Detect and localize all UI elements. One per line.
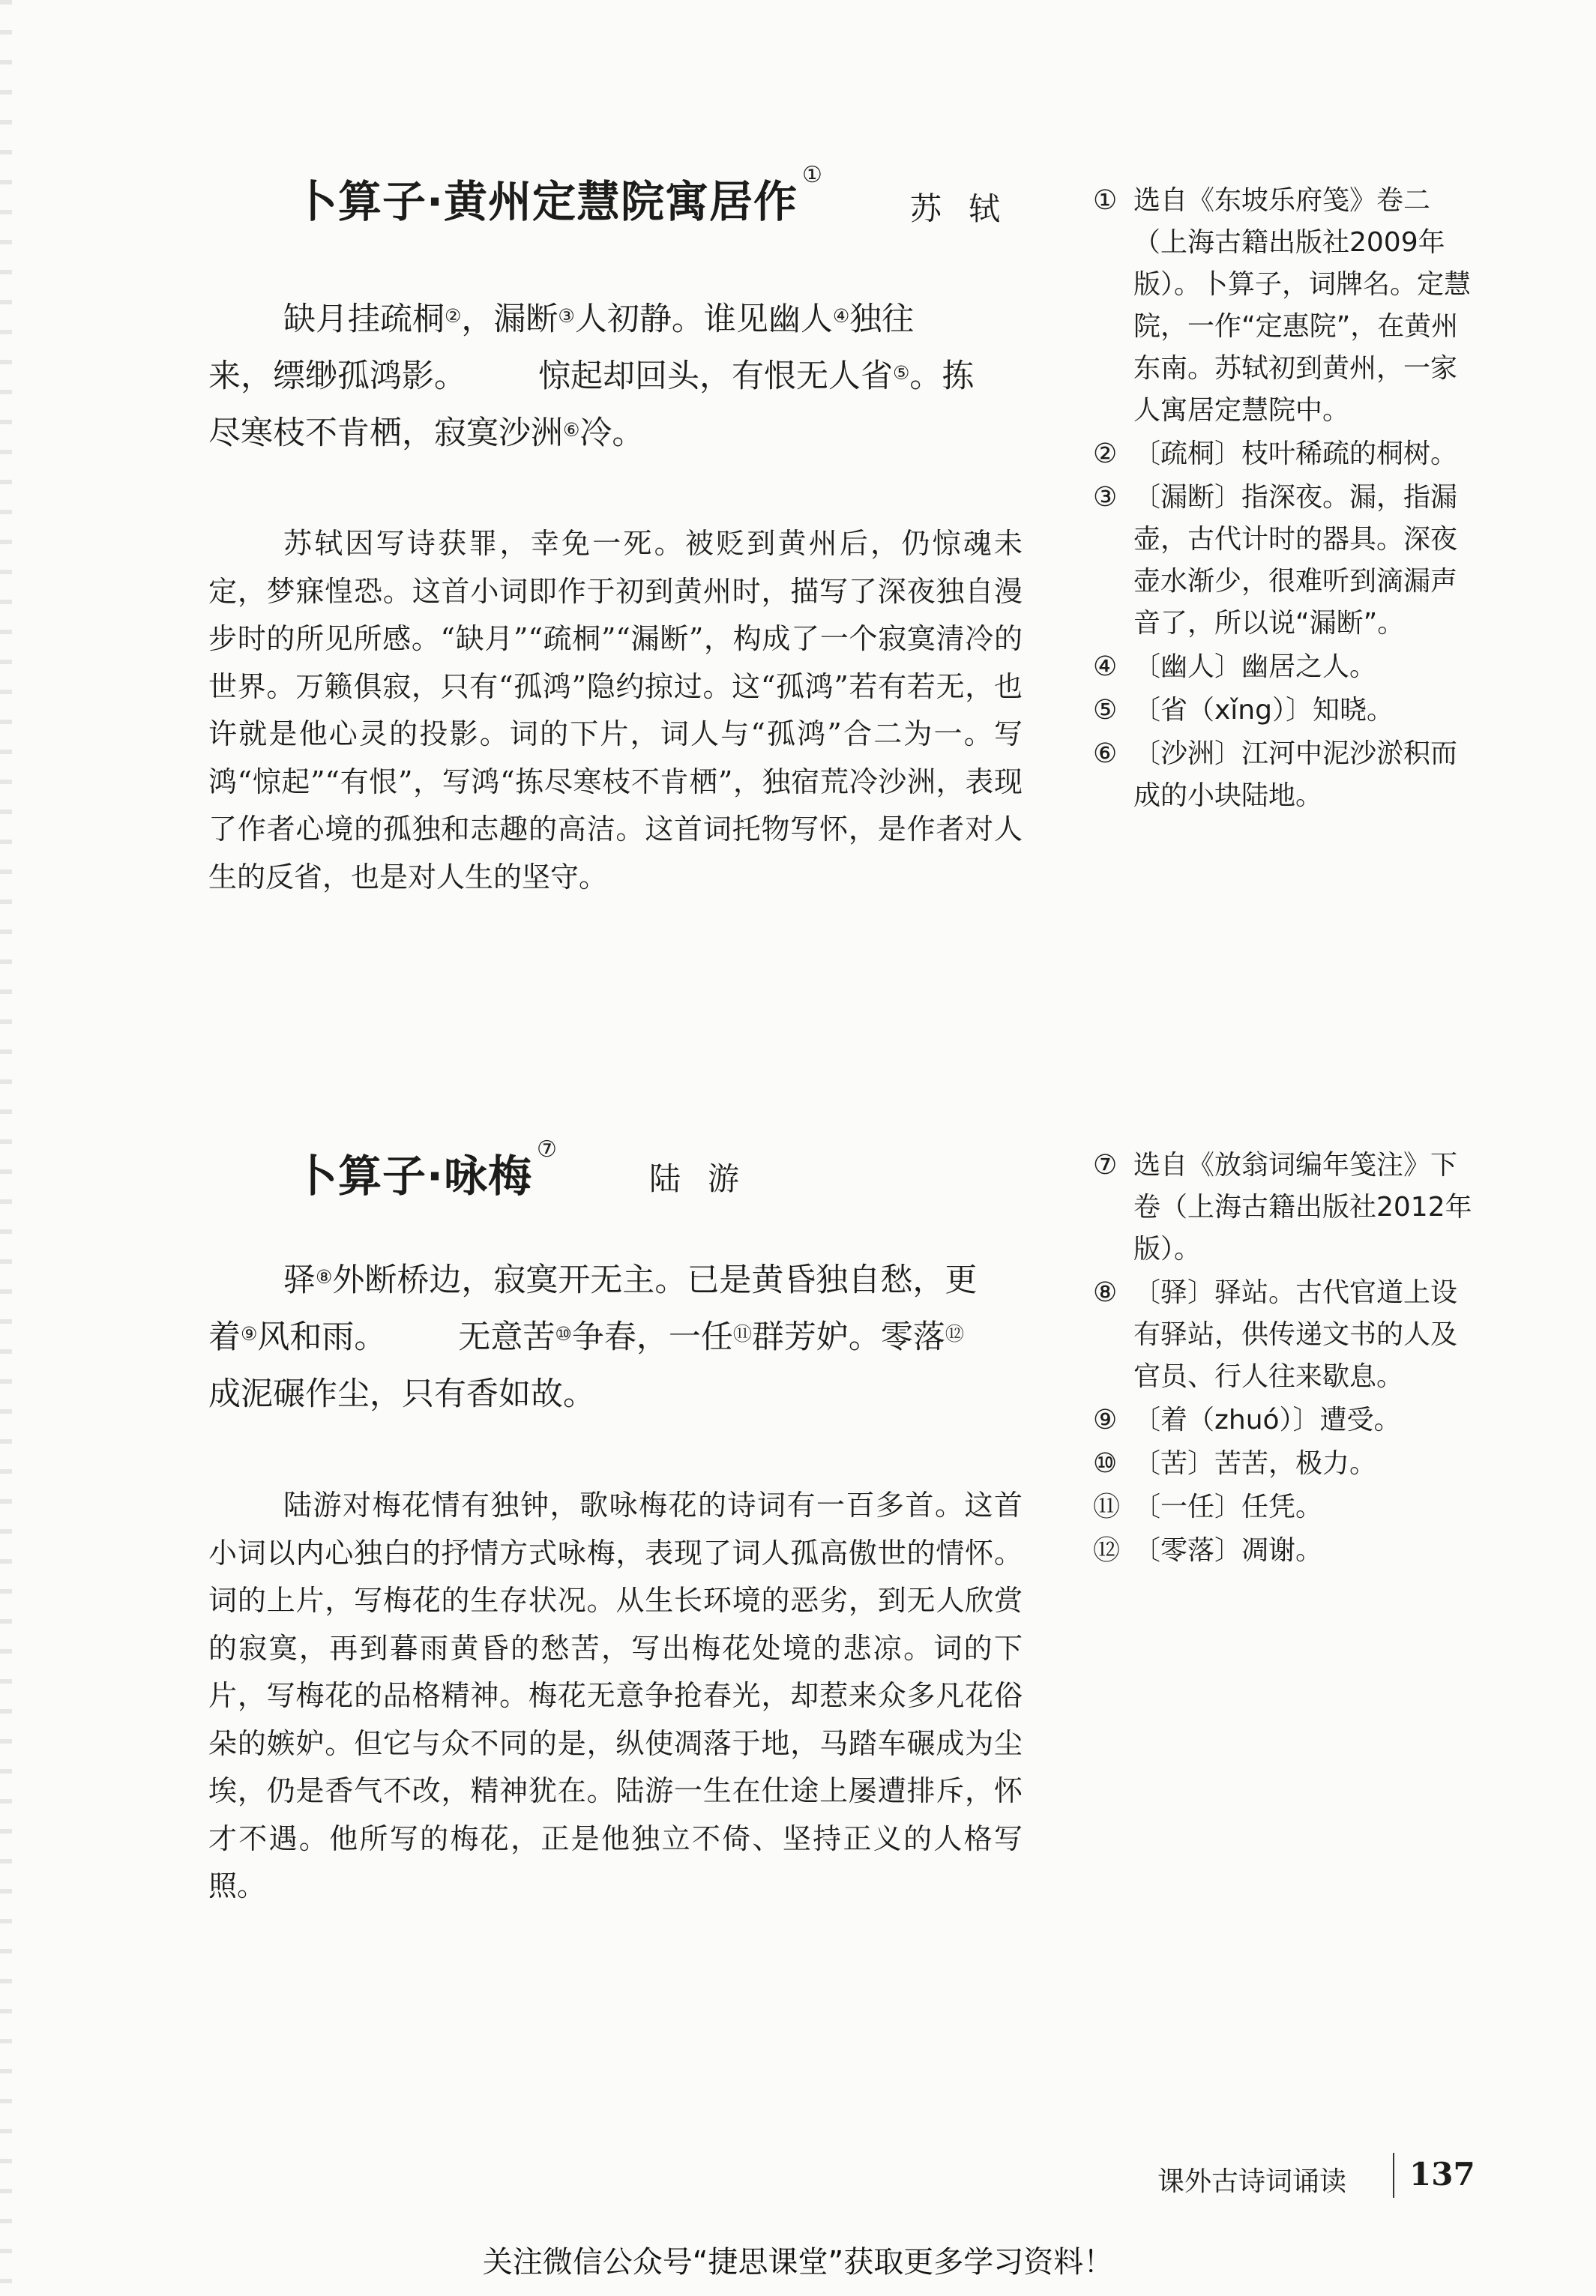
footnote-mark[interactable]: ⑨ [241, 1323, 258, 1345]
note-number: ⑧ [1093, 1277, 1118, 1308]
footnote-mark[interactable]: ⑩ [555, 1323, 572, 1345]
note-text: 〔驿〕驿站。古代官道上设有驿站，供传递文书的人及官员、行人往来歇息。 [1133, 1277, 1458, 1392]
note-text: 〔一任〕任凭。 [1133, 1492, 1323, 1522]
poem1-commentary: 苏轼因写诗获罪，幸免一死。被贬到黄州后，仍惊魂未定，梦寐惶恐。这首小词即作于初到黄州时，描写了深夜独自漫步时的所见所感。“缺月”“疏桐”“漏断”，构成了一个寂寞清冷的世界。万籁俱寂，只有“孤鸿”隐约掠过。这“孤鸿”若有若无，也许就是他心灵的投影。词的下片，词人与“孤鸿”合二为一。写鸿“惊起”“有恨”，写鸿“拣尽寒枝不肯栖”，独宿荒冷沙洲，表现了作者心境的孤独和志趣的高洁。这首词托物写怀，是作者对人生的反省，也是对人生的坚守。 [208, 527, 1023, 894]
poem2-line-3 [208, 1366, 1026, 1423]
poem1-line-2 [208, 348, 1026, 405]
poem1-note-item [1093, 733, 1475, 817]
poem2-header [294, 1136, 558, 1204]
poem-text-segment: 驿 [283, 1262, 316, 1299]
poem2-notes [1093, 1145, 1475, 1573]
note-number: ⑦ [1093, 1150, 1118, 1181]
footnote-mark[interactable]: ⑫ [945, 1323, 964, 1345]
footer-divider [1393, 2153, 1394, 2198]
footnote-mark[interactable]: ② [445, 305, 462, 327]
page-number: 137 [1409, 2156, 1475, 2193]
footnote-mark[interactable]: ③ [558, 305, 575, 327]
note-text: 〔着（zhuó）〕遭受。 [1133, 1405, 1401, 1435]
note-number: ② [1093, 439, 1118, 469]
note-text: 〔苦〕苦苦，极力。 [1133, 1448, 1377, 1479]
poem-text-segment: 尽寒枝不肯栖，寂寞沙洲 [208, 415, 563, 452]
poem-text-segment: 争春，一任 [571, 1319, 733, 1356]
poem-text-segment: 。拣 [909, 358, 975, 395]
poem1-note-item [1093, 433, 1475, 475]
note-text: 〔零落〕凋谢。 [1133, 1535, 1323, 1566]
note-number: ③ [1093, 482, 1118, 513]
note-text: 〔疏桐〕枝叶稀疏的桐树。 [1133, 439, 1458, 469]
poem2-line-1 [208, 1252, 1026, 1309]
poem2-title-footnote-mark[interactable]: ⑦ [537, 1136, 558, 1163]
poem1-note-item [1093, 690, 1475, 732]
note-number: ⑪ [1093, 1492, 1121, 1522]
poem2-line1-content [283, 1262, 977, 1299]
poem-text-segment: 独往 [849, 301, 915, 338]
note-number: ⑥ [1093, 738, 1118, 769]
poem-text-segment: 缺月挂疏桐 [283, 301, 445, 338]
poem2-title: 卜算子·咏梅⑦ [294, 1136, 558, 1202]
watermark-text: 关注微信公众号“捷思课堂”获取更多学习资料！ [482, 2245, 1114, 2280]
footnote-mark[interactable]: ⑧ [316, 1266, 333, 1288]
footer-section-label: 课外古诗词诵读 [1157, 2166, 1347, 2197]
poem2-note-item [1093, 1443, 1475, 1485]
poem1-title-footnote-mark[interactable]: ① [802, 162, 823, 188]
poem2-note-item [1093, 1145, 1475, 1271]
poem-text-segment: 人初静。谁见幽人 [574, 301, 833, 338]
note-number: ① [1093, 185, 1118, 216]
note-number: ⑤ [1093, 695, 1118, 726]
poem2-note-item [1093, 1486, 1475, 1528]
note-text: 选自《放翁词编年笺注》下卷（上海古籍出版社2012年版）。 [1133, 1150, 1472, 1265]
poem1-note-item [1093, 477, 1475, 645]
note-text: 〔幽人〕幽居之人。 [1133, 651, 1377, 682]
note-text: 〔省（xǐng）〕知晓。 [1133, 695, 1394, 726]
poem1-line-3 [208, 405, 1026, 462]
poem-text-segment: 群芳妒。零落 [751, 1319, 945, 1356]
poem1-header [294, 162, 823, 229]
poem-text-segment: 惊起却回头，有恨无人省 [538, 358, 893, 395]
poem1-line2b-content [538, 358, 974, 395]
footnote-mark[interactable]: ⑥ [563, 419, 580, 441]
poem1-author: 苏轼 [910, 190, 1028, 227]
note-number: ⑨ [1093, 1405, 1118, 1435]
note-text: 选自《东坡乐府笺》卷二（上海古籍出版社2009年版）。卜算子，词牌名。定慧院，一作“定惠院”，在黄州东南。苏轼初到黄州，一家人寓居定慧院中。 [1133, 185, 1472, 426]
footnote-mark[interactable]: ⑪ [732, 1323, 752, 1345]
poem-text-segment: 外断桥边，寂寞开无主。已是黄昏独自愁，更 [332, 1262, 978, 1299]
poem2-line-2 [208, 1309, 1026, 1366]
poem1-title: 卜算子·黄州定慧院寓居作① [294, 162, 823, 227]
poem1-notes [1093, 180, 1475, 819]
poem2-note-item [1093, 1530, 1475, 1572]
poem-text-segment: 无意苦 [458, 1319, 555, 1356]
poem-text-segment: 来，缥缈孤鸿影。 [208, 358, 466, 395]
poem1-note-item [1093, 180, 1475, 432]
poem1-line-1 [208, 291, 1026, 348]
poem2-note-item [1093, 1399, 1475, 1441]
footnote-mark[interactable]: ⑤ [893, 362, 910, 384]
poem1-text [208, 291, 1026, 462]
poem2-line3-content [208, 1376, 595, 1413]
note-number: ④ [1093, 651, 1118, 682]
poem1-line3-content [208, 415, 644, 452]
poem2-commentary: 陆游对梅花情有独钟，歌咏梅花的诗词有一百多首。这首小词以内心独白的抒情方式咏梅，表现了词人孤高傲世的情怀。词的上片，写梅花的生存状况。从生长环境的恶劣，到无人欣赏的寂寞，再到暮雨黄昏的愁苦，写出梅花处境的悲凉。词的下片，写梅花的品格精神。梅花无意争抢春光，却惹来众多凡花俗朵的嫉妒。但它与众不同的是，纵使凋落于地，马踏车碾成为尘埃，仍是香气不改，精神犹在。陆游一生在仕途上屡遭排斥，怀才不遇。他所写的梅花，正是他独立不倚、坚持正义的人格写照。 [208, 1489, 1023, 1902]
poem-text-segment: ，漏断 [461, 301, 558, 338]
poem-text-segment: 风和雨。 [257, 1319, 387, 1356]
footnote-mark[interactable]: ④ [832, 305, 850, 327]
note-number: ⑩ [1093, 1448, 1118, 1479]
poem-text-segment: 冷。 [579, 415, 645, 452]
poem1-line2a-content [208, 358, 466, 395]
poem2-line2a-content [208, 1319, 386, 1356]
poem2-text [208, 1252, 1026, 1423]
poem2-note-item [1093, 1272, 1475, 1398]
poem1-note-item [1093, 646, 1475, 688]
poem2-line2b-content [458, 1319, 963, 1356]
poem1-line1-content [283, 301, 914, 338]
poem-text-segment: 成泥碾作尘，只有香如故。 [208, 1376, 595, 1413]
note-number: ⑫ [1093, 1535, 1121, 1566]
note-text: 〔沙洲〕江河中泥沙淤积而成的小块陆地。 [1133, 738, 1458, 811]
poem2-author: 陆游 [649, 1160, 767, 1197]
scan-edge [0, 0, 12, 2296]
note-text: 〔漏断〕指深夜。漏，指漏壶，古代计时的器具。深夜壶水渐少，很难听到滴漏声音了，所以说“漏断”。 [1133, 482, 1458, 639]
poem-text-segment: 着 [208, 1319, 241, 1356]
